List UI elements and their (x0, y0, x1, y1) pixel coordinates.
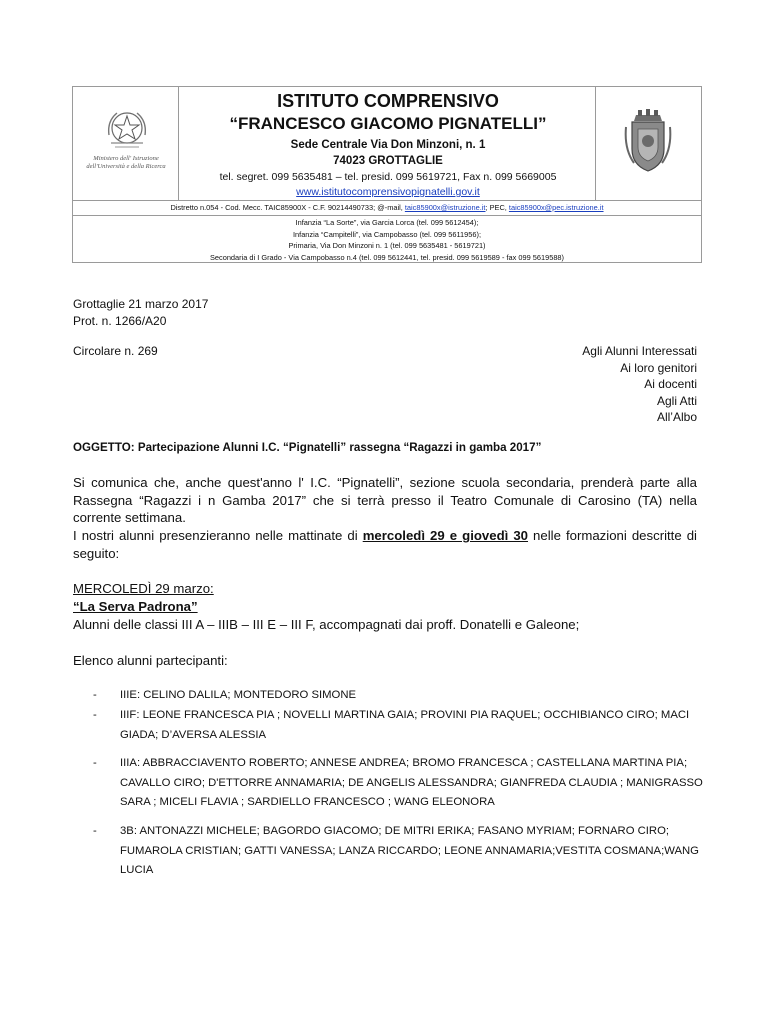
branch-line: Infanzia “La Sorte”, via Garcia Lorca (tel. 099 5612454); (295, 218, 479, 227)
protocol-number: Prot. n. 1266/A20 (73, 314, 167, 328)
recipient: All’Albo (656, 410, 697, 424)
circolare-number: Circolare n. 269 (73, 344, 158, 358)
paragraph-2-end: nelle formazioni descritte di seguito: (73, 528, 697, 561)
paragraph-2-start: I nostri alunni presenzieranno nelle mattinate di (73, 528, 363, 543)
district-info-row (73, 200, 701, 216)
recipient: Ai docenti (644, 377, 697, 391)
class-group-3e: IIIE: CELINO DALILA; MONTEDORO SIMONE (120, 689, 357, 701)
recipient: Ai loro genitori (620, 360, 697, 375)
school-city: 74023 GROTTAGLIE (333, 155, 443, 167)
district-text: Distretto n.054 - Cod. Mecc. TAIC85900X - C.F. 90214490733; @-mail, (170, 203, 405, 212)
place-date: Grottaglie 21 marzo 2017 (73, 297, 209, 311)
ministry-logo-caption: Ministero dell' Istruzione dell'Università e della Ricerca (86, 155, 166, 170)
recipients-block (582, 343, 697, 426)
letterhead-table (72, 86, 702, 263)
branch-line: Secondaria di I Grado - Via Campobasso n.4 (tel. 099 5612441, tel. presid. 099 5619589 - fax 099 5619588) (209, 252, 565, 262)
performance-dates: mercoledì 29 e giovedì 30 (362, 528, 529, 543)
letterhead-top-row (73, 87, 701, 200)
school-website-link[interactable]: www.istitutocomprensivopignatelli.gov.it (296, 186, 480, 198)
class-group-3f: IIIF: LEONE FRANCESCA PIA ; NOVELLI MARTINA GAIA; PROVINI PIA RAQUEL; OCCHIBIANCO CIRO; MACI GIADA; D’AVERSA ALESSIA (120, 709, 690, 741)
list-dash: - (93, 709, 97, 721)
recipient: Agli Atti (656, 393, 697, 408)
list-item (93, 754, 703, 813)
branch-line: Primaria, Via Don Minzoni n. 1 (tel. 099 5635481 - 5619721) (288, 241, 486, 250)
school-phones: tel. segret. 099 5635481 – tel. presid. 099 5619721, Fax n. 099 5669005 (219, 171, 557, 183)
ministry-logo-cell (73, 87, 179, 200)
day-heading: MERCOLEDÌ 29 marzo: (73, 581, 214, 596)
body-paragraph-1: Si comunica che, anche quest'anno l' I.C. “Pignatelli”, sezione scuola secondaria, prenderà parte alla Rassegna “Ragazzi i n Gamba 2017” che si terrà presso il Teatro Comunale di Carosino (TA) nella corrente settimana. (73, 475, 697, 525)
list-dash: - (93, 825, 97, 837)
school-branches (73, 217, 701, 263)
list-item (93, 706, 703, 745)
school-name-line2: “FRANCESCO GIACOMO PIGNATELLI” (229, 114, 547, 133)
school-name-line1: ISTITUTO COMPRENSIVO (277, 91, 499, 111)
branch-line: Infanzia “Campitelli”, via Campobasso (tel. 099 5611956); (292, 229, 481, 239)
list-item (93, 822, 703, 881)
body-paragraph-2 (73, 527, 697, 562)
list-dash: - (93, 689, 97, 701)
list-heading: Elenco alunni partecipanti: (73, 653, 228, 668)
recipient: Agli Alunni Interessati (582, 344, 697, 358)
class-group-3a: IIIA: ABBRACCIAVENTO ROBERTO; ANNESE ANDREA; BROMO FRANCESCA ; CASTELLANA MARTINA PIA; CAVALLO CIRO; D'ETTORRE ANNAMARIA; DE ANGELIS ALESSANDRA; GIANFREDA CLAUDIA ; MANIGRASSO SARA ; MICELI FLAVIA ; SARDIELLO FRANCESCO ; WANG ELEONORA (120, 757, 703, 808)
grottaglie-crest-icon (622, 109, 674, 175)
subject-line: OGGETTO: Partecipazione Alunni I.C. “Pignatelli” rassegna “Ragazzi in gamba 2017” (73, 441, 542, 454)
classes-line: Alunni delle classi III A – IIIB – III E – III F, accompagnati dai proff. Donatelli e Galeone; (73, 617, 580, 632)
school-email-link[interactable]: taic85900x@istruzione.it (404, 203, 486, 212)
school-address: Sede Centrale Via Don Minzoni, n. 1 (290, 139, 486, 151)
class-group-3b: 3B: ANTONAZZI MICHELE; BAGORDO GIACOMO; DE MITRI ERIKA; FASANO MYRIAM; FORNARO CIRO; FUMAROLA CRISTIAN; GATTI VANESSA; LANZA RICCARDO; LEONE ANNAMARIA;VESTITA COSMANA;WANG LUCIA (120, 825, 699, 876)
italian-republic-emblem-icon (97, 107, 157, 153)
city-crest-cell (595, 87, 701, 200)
pec-label: ; PEC, (485, 203, 509, 212)
list-item (93, 686, 703, 706)
list-dash: - (93, 757, 97, 769)
school-pec-link[interactable]: taic85900x@pec.istruzione.it (508, 203, 604, 212)
play-title: “La Serva Padrona” (73, 599, 198, 614)
school-info-cell (179, 87, 597, 200)
